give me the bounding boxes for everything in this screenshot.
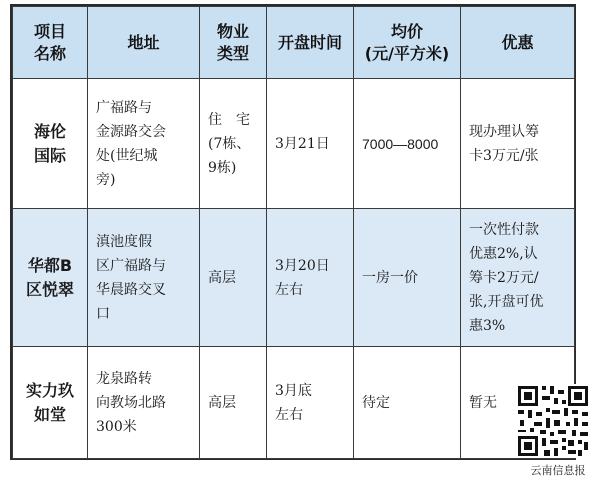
header-avg-price: 均价 (元/平方米)	[354, 7, 461, 79]
discount-cell: 暂无	[461, 347, 575, 459]
project-name-cell: 实力玖 如堂	[13, 347, 88, 459]
header-row	[13, 7, 575, 79]
qr-code-graphic	[516, 384, 590, 458]
qr-code-icon	[516, 384, 590, 458]
discount-cell: 一次性付款 优惠2%,认 筹卡2万元/ 张,开盘可优 惠3%	[461, 209, 575, 347]
address-cell: 龙泉路转 向教场北路 300米	[88, 347, 200, 459]
project-name-cell: 华都B 区悦翠	[13, 209, 88, 347]
address-cell: 广福路与 金源路交会 处(世纪城 旁)	[88, 79, 200, 209]
project-name-cell: 海伦 国际	[13, 79, 88, 209]
open-date-cell: 3月20日 左右	[267, 209, 354, 347]
housing-table-frame	[10, 4, 576, 460]
property-type-cell: 住 宅 (7栋、 9栋)	[200, 79, 267, 209]
price-cell: 待定	[354, 347, 461, 459]
table-row	[13, 209, 575, 347]
table-row	[13, 347, 575, 459]
header-address: 地址	[88, 7, 200, 79]
property-type-cell: 高层	[200, 209, 267, 347]
header-open-date: 开盘时间	[267, 7, 354, 79]
source-label: 云南信息报	[530, 464, 586, 477]
header-discount: 优惠	[461, 7, 575, 79]
housing-table	[12, 6, 575, 459]
open-date-cell: 3月底 左右	[267, 347, 354, 459]
price-cell: 一房一价	[354, 209, 461, 347]
discount-cell: 现办理认筹 卡3万元/张	[461, 79, 575, 209]
table-row	[13, 79, 575, 209]
open-date-cell: 3月21日	[267, 79, 354, 209]
header-property-type: 物业 类型	[200, 7, 267, 79]
header-project-name: 项目 名称	[13, 7, 88, 79]
property-type-cell: 高层	[200, 347, 267, 459]
price-cell: 7000—8000	[354, 79, 461, 209]
address-cell: 滇池度假 区广福路与 华晨路交叉 口	[88, 209, 200, 347]
